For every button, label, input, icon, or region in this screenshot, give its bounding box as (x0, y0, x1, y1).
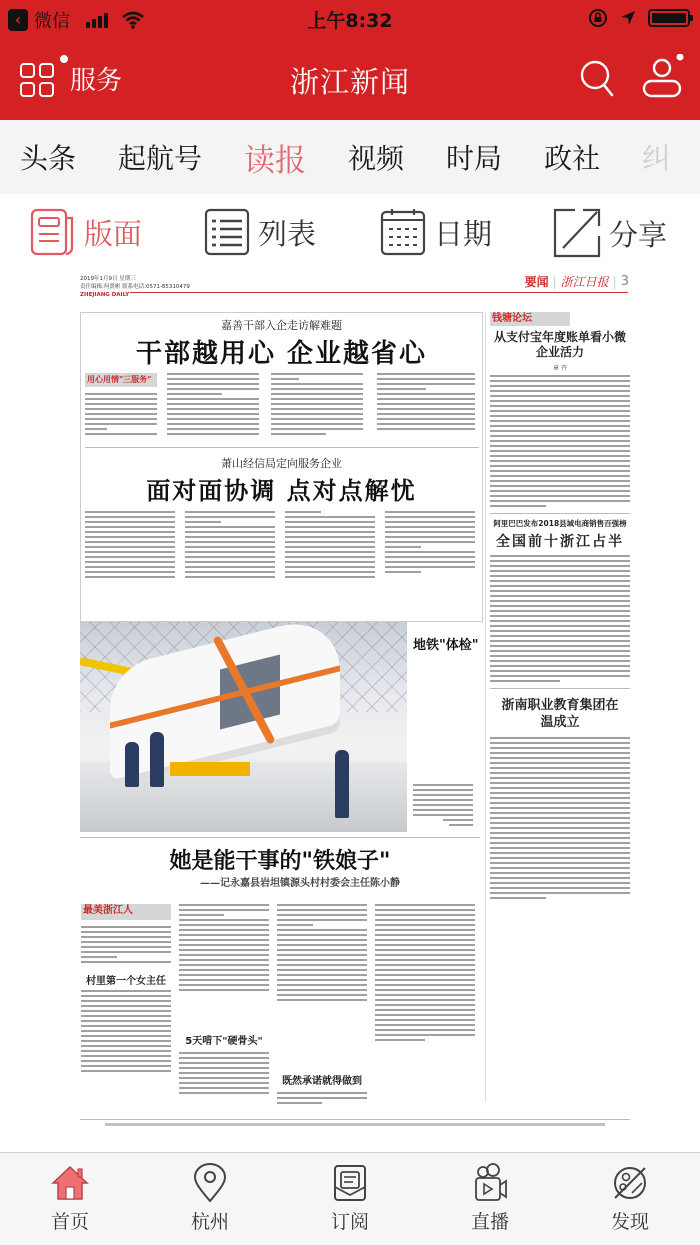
app-title: 浙江新闻 (289, 65, 410, 99)
tab-read-paper[interactable]: 读报 (244, 142, 307, 179)
tab-current-affairs[interactable]: 时局 (446, 142, 503, 175)
masthead-rule (130, 292, 628, 293)
home-icon (50, 1163, 90, 1203)
page-number: 3 (620, 274, 629, 289)
location-pin-icon (190, 1163, 230, 1203)
story1-rubric: 用心用情"三服务" (85, 373, 157, 387)
search-icon[interactable] (578, 58, 618, 98)
paper-name-logo: 浙江日报 (560, 275, 609, 289)
right-headline2[interactable]: 全国前十浙江占半 (496, 534, 624, 550)
story3-body-col2 (179, 904, 269, 994)
nav-home-label: 首页 (50, 1211, 89, 1233)
layout-view-button[interactable] (30, 208, 142, 256)
list-view-label: 列表 (258, 216, 317, 251)
app-header (0, 40, 700, 120)
section-name: 要闻 (524, 275, 549, 289)
story1-headline[interactable]: 干部越用心 企业越省心 (135, 339, 428, 369)
lead-stories-box (80, 312, 483, 622)
nav-live[interactable] (450, 1163, 530, 1234)
live-camera-icon (470, 1163, 510, 1203)
story3-subhead: ——记永嘉县岩坦镇源头村村委会主任陈小静 (200, 878, 400, 889)
story1-body-col3 (271, 373, 363, 438)
right-kicker2: 阿里巴巴发布2018县域电商销售百强榜 (493, 519, 627, 528)
story2-body-col1 (85, 511, 175, 581)
story1-body-col2 (167, 373, 259, 438)
metro-train-photo[interactable] (80, 622, 407, 832)
story3-rubric: 最美浙江人 (81, 904, 171, 920)
share-button[interactable] (553, 208, 667, 258)
tab-more-partial[interactable]: 纠 (642, 142, 671, 175)
nav-live-label: 直播 (470, 1211, 509, 1233)
back-app-label[interactable]: 微信 (34, 11, 70, 32)
nav-discover[interactable] (590, 1163, 670, 1234)
right-byline1: 章 卉 (553, 365, 567, 372)
nav-hangzhou[interactable] (170, 1163, 250, 1234)
list-view-button[interactable] (204, 208, 316, 256)
story3-subhead2: 村里第一个女主任 (86, 976, 166, 987)
nav-subscribe[interactable] (310, 1163, 390, 1234)
services-label: 服务 (70, 66, 123, 96)
nav-discover-label: 发现 (610, 1211, 649, 1233)
list-icon (204, 208, 250, 256)
status-time: 上午8:32 (307, 10, 393, 32)
photo-title[interactable]: 地铁"体检" (413, 638, 479, 653)
user-profile-icon[interactable] (640, 54, 684, 100)
location-arrow-icon (620, 10, 636, 26)
story2-kicker[interactable]: 萧山经信局定向服务企业 (221, 457, 342, 470)
tab-headlines[interactable]: 头条 (20, 142, 77, 175)
story-divider (85, 447, 479, 448)
nav-subscribe-label: 订阅 (330, 1211, 369, 1233)
layout-view-label: 版面 (84, 216, 143, 251)
date-picker-button[interactable] (380, 208, 492, 256)
story3-body-col1b (81, 990, 171, 1075)
story2-headline[interactable]: 面对面协调 点对点解忧 (146, 477, 417, 505)
tab-video[interactable]: 视频 (348, 142, 405, 175)
share-label: 分享 (609, 217, 668, 252)
photo-divider (80, 837, 480, 838)
issue-date: 2019年1月9日 星期三 (80, 276, 136, 282)
story3-body-col3b (277, 1092, 367, 1107)
battery-icon (648, 9, 690, 27)
story1-kicker[interactable]: 嘉善干部入企走访解难题 (221, 319, 342, 332)
right-headline1[interactable]: 从支付宝年度账单看小微企业活力 (493, 330, 626, 359)
status-bar (0, 0, 700, 40)
right-body2 (490, 555, 630, 682)
nav-hangzhou-label: 杭州 (190, 1211, 229, 1233)
share-icon (553, 208, 601, 258)
right-body1 (490, 375, 630, 507)
page-footer-rule (80, 1119, 630, 1120)
nav-home[interactable] (30, 1163, 110, 1234)
calendar-icon (380, 208, 426, 256)
story3-subhead3: 5天啃下"硬骨头" (185, 1036, 263, 1047)
back-to-app-icon[interactable]: ‹ (8, 9, 28, 31)
story3-body-col1 (81, 926, 171, 966)
story2-body-col2 (185, 511, 275, 581)
bottom-navigation (0, 1152, 700, 1245)
story3-headline[interactable]: 她是能干事的"铁娘子" (169, 849, 391, 874)
right-body3 (490, 737, 630, 899)
rotation-lock-icon (588, 8, 608, 28)
story2-body-col3 (285, 511, 375, 581)
page-footer-text (105, 1123, 605, 1126)
english-name: ZHEJIANG DAILY (80, 292, 130, 298)
story3-body-col4 (375, 904, 475, 1044)
editor-line: 责任编辑:何贤彬 联系电话:0571-85310479 (80, 284, 190, 290)
story1-body-col4 (377, 373, 475, 433)
photo-caption (413, 784, 473, 829)
tab-qihanghao[interactable]: 起航号 (118, 142, 203, 175)
subscribe-icon (330, 1163, 370, 1203)
column-rule (485, 312, 486, 1102)
category-tabs (0, 120, 700, 194)
paper-toolbar (0, 194, 700, 272)
discover-icon (610, 1163, 650, 1203)
masthead-info (80, 275, 190, 299)
story1-body-col1 (85, 393, 157, 438)
right-column (490, 312, 630, 902)
date-picker-label: 日期 (434, 216, 493, 251)
right-headline3[interactable]: 浙南职业教育集团在温成立 (501, 698, 619, 730)
masthead-section: 要闻 | 浙江日报 | 3 (524, 274, 629, 289)
story2-body-col4 (385, 511, 475, 576)
newspaper-page[interactable] (75, 272, 635, 1140)
story3-body-col3 (277, 904, 367, 1004)
right-rubric: 钱塘论坛 (490, 312, 570, 326)
newspaper-layout-icon (30, 208, 76, 256)
story3-subhead4: 既然承诺就得做到 (282, 1076, 362, 1087)
tab-politics-society[interactable]: 政社 (544, 142, 601, 175)
story3-body-col2b (179, 1052, 269, 1097)
